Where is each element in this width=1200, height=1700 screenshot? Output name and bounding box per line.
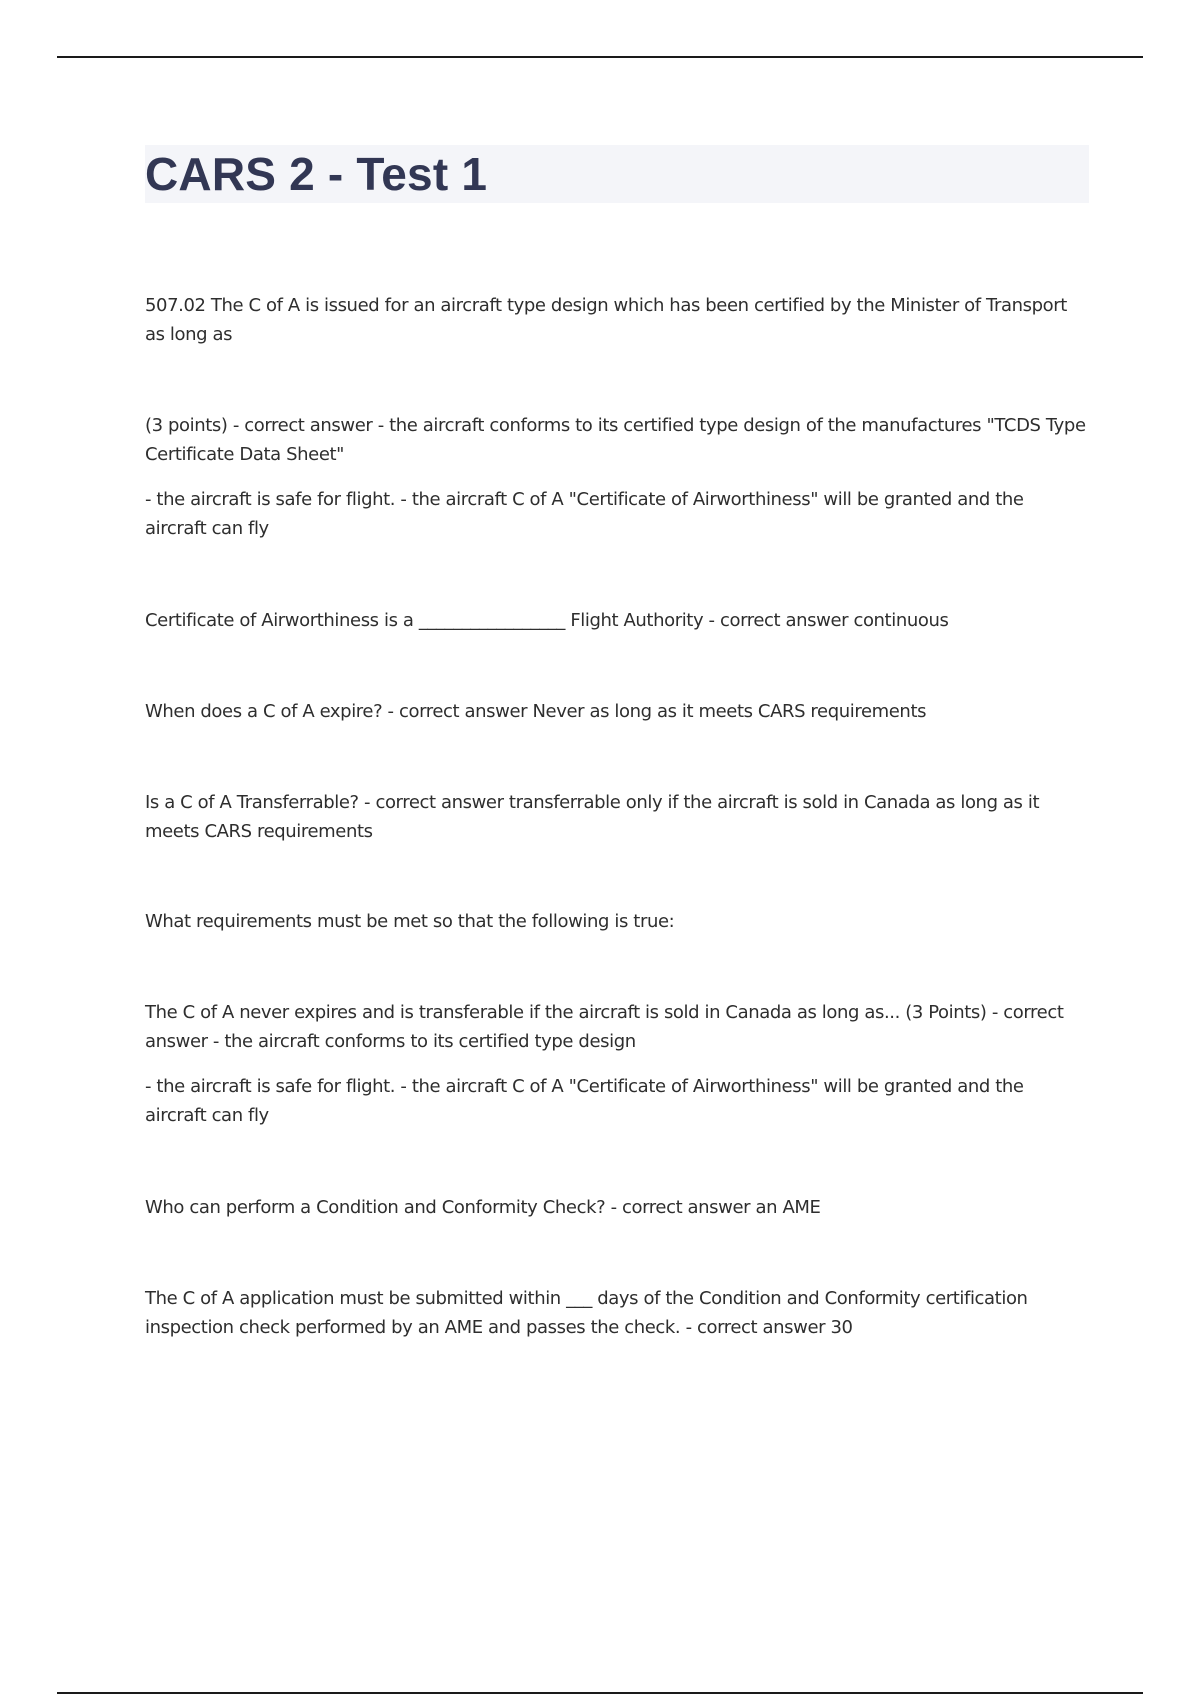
question-paragraph: Who can perform a Condition and Conformity Check? - correct answer an AME — [145, 1197, 821, 1218]
question-paragraph: What requirements must be met so that the following is true: — [145, 911, 675, 932]
question-paragraph: Is a C of A Transferrable? - correct answer transferrable only if the aircraft is sold in Canada as long as it meets CARS requirements — [145, 792, 1040, 842]
top-divider — [57, 56, 1143, 58]
answer-paragraph: - the aircraft is safe for flight. - the aircraft C of A "Certificate of Airworthiness" will be granted and the aircraft can fly — [145, 489, 1024, 539]
question-paragraph: The C of A application must be submitted within ___ days of the Condition and Conformity certification inspection check performed by an AME and passes the check. - correct answer 30 — [145, 1288, 1028, 1338]
question-paragraph: 507.02 The C of A is issued for an aircraft type design which has been certified by the Minister of Transport as long as — [145, 295, 1067, 345]
question-paragraph: When does a C of A expire? - correct answer Never as long as it meets CARS requirements — [145, 701, 927, 722]
bottom-divider — [57, 1692, 1143, 1694]
question-paragraph: The C of A never expires and is transferable if the aircraft is sold in Canada as long as... (3 Points) - correct answer - the aircraft conforms to its certified type design — [145, 1002, 1064, 1052]
answer-paragraph: (3 points) - correct answer - the aircraft conforms to its certified type design of the manufactures "TCDS Type Certificate Data Sheet" — [145, 415, 1086, 465]
answer-paragraph: - the aircraft is safe for flight. - the aircraft C of A "Certificate of Airworthiness" will be granted and the aircraft can fly — [145, 1076, 1024, 1126]
question-paragraph: Certificate of Airworthiness is a _________________ Flight Authority - correct answer continuous — [145, 610, 949, 631]
document-title: CARS 2 - Test 1 — [145, 148, 488, 200]
